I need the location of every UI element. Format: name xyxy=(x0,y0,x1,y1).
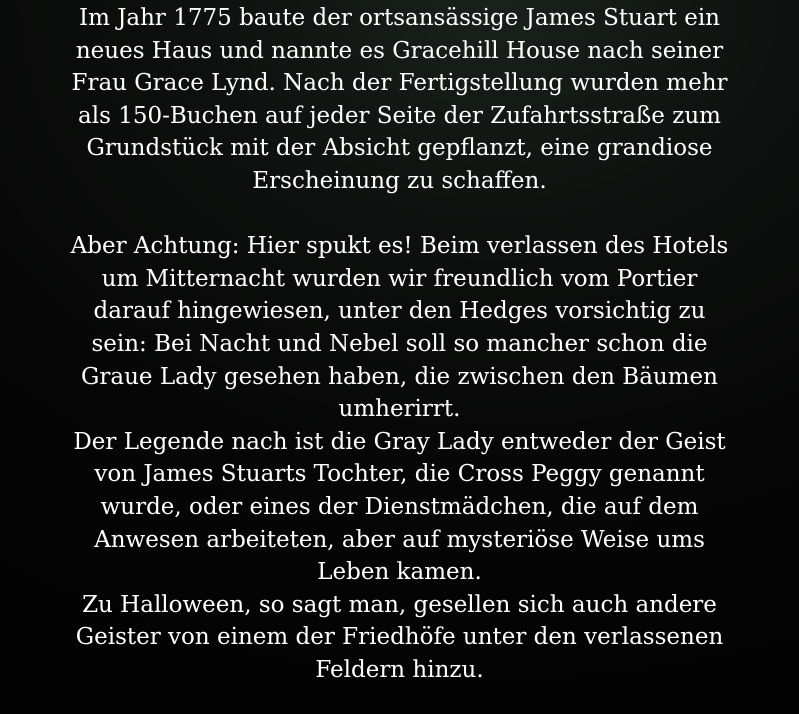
text-line: Geister von einem der Friedhöfe unter den verlassenen xyxy=(75,624,724,651)
text-line: umherirrt. xyxy=(338,396,461,423)
paragraph-2 xyxy=(0,230,799,426)
text-line: Der Legende nach ist die Gray Lady entweder der Geist xyxy=(73,428,726,455)
paragraph-1 xyxy=(0,2,799,198)
text-line: Im Jahr 1775 baute der ortsansässige James Stuart ein xyxy=(78,5,720,31)
text-line: als 150-Buchen auf jeder Seite der Zufahrtsstraße zum xyxy=(78,102,721,129)
text-line: Graue Lady gesehen haben, die zwischen den Bäumen xyxy=(81,363,718,390)
text-line: Zu Halloween, so sagt man, gesellen sich auch andere xyxy=(82,591,717,618)
text-line: wurde, oder eines der Dienstmädchen, die auf dem xyxy=(100,493,699,520)
text-line: von James Stuarts Tochter, die Cross Peggy genannt xyxy=(94,461,705,488)
text-line: Leben kamen. xyxy=(317,559,482,586)
text-line: Feldern hinzu. xyxy=(315,656,484,683)
paragraph-3 xyxy=(0,426,799,589)
text-line: Frau Grace Lynd. Nach der Fertigstellung wurden mehr xyxy=(71,70,728,97)
text-line: um Mitternacht wurden wir freundlich vom Portier xyxy=(101,265,698,292)
paragraph-4 xyxy=(0,589,799,687)
text-line: sein: Bei Nacht und Nebel soll so mancher schon die xyxy=(91,330,708,357)
text-line: neues Haus und nannte es Gracehill House nach seiner xyxy=(75,37,724,64)
text-line: Erscheinung zu schaffen. xyxy=(252,167,547,194)
text-line: Aber Achtung: Hier spukt es! Beim verlassen des Hotels xyxy=(70,233,729,260)
text-line: Anwesen arbeiteten, aber auf mysteriöse Weise ums xyxy=(94,526,705,553)
text-line: darauf hingewiesen, unter den Hedges vorsichtig zu xyxy=(93,298,706,325)
text-line: Grundstück mit der Absicht gepflanzt, eine grandiose xyxy=(86,135,713,162)
paragraph-gap xyxy=(0,198,799,231)
